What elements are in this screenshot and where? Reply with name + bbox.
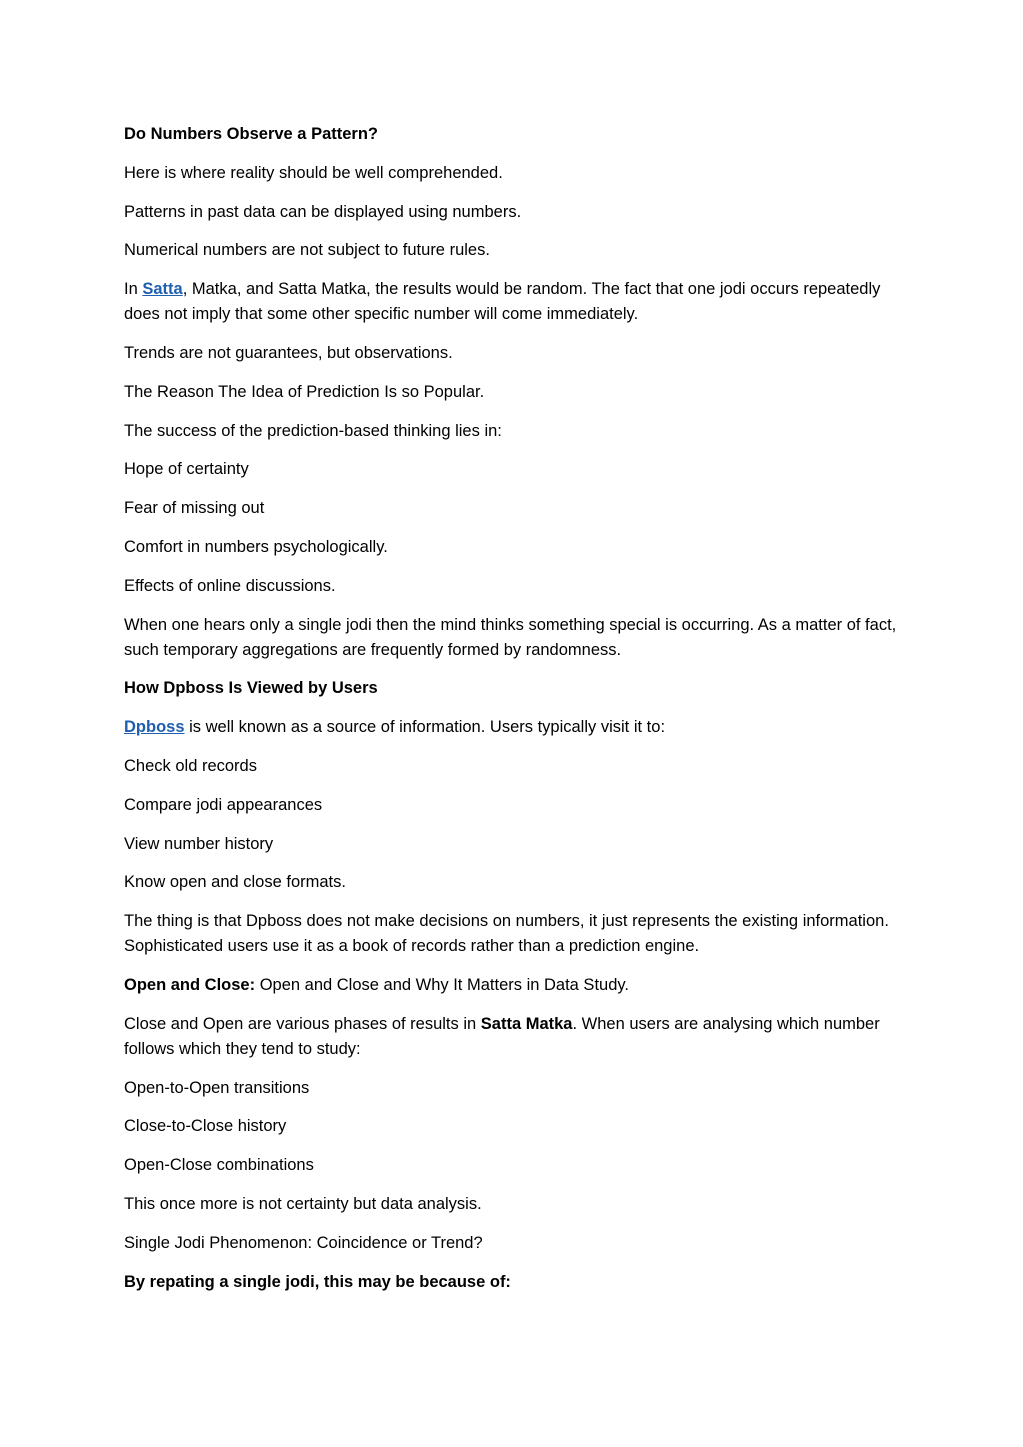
paragraph-text: Open and Close and Why It Matters in Data Study. (255, 975, 629, 994)
dpboss-link[interactable]: Dpboss (124, 718, 185, 737)
satta-link[interactable]: Satta (142, 280, 183, 299)
paragraph-trends: Trends are not guarantees, but observations. (124, 343, 453, 362)
paragraph-data-analysis: This once more is not certainty but data analysis. (124, 1194, 482, 1213)
list-item-effects: Effects of online discussions. (124, 576, 336, 595)
paragraph-text: is well known as a source of information. Users typically visit it to: (184, 718, 666, 737)
paragraph-text: , Matka, and Satta Matka, the results would be random. The fact that one jodi occurs repeatedly does not imply that some other specific number will come immediately. (124, 280, 881, 324)
list-item-comfort: Comfort in numbers psychologically. (124, 537, 388, 556)
paragraph-single-jodi: When one hears only a single jodi then the mind thinks something special is occurring. As a matter of fact, such temporary aggregations are frequently formed by randomness. (124, 615, 897, 659)
paragraph-dpboss-info (124, 715, 914, 740)
paragraph-reality: Here is where reality should be well comprehended. (124, 163, 503, 182)
list-item-view-history: View number history (124, 834, 274, 853)
paragraph-satta-random (124, 277, 914, 327)
paragraph-reason: The Reason The Idea of Prediction Is so Popular. (124, 382, 485, 401)
heading-dpboss-viewed: How Dpboss Is Viewed by Users (124, 679, 378, 698)
list-item-compare-jodi: Compare jodi appearances (124, 795, 323, 814)
paragraph-dpboss-records: The thing is that Dpboss does not make decisions on numbers, it just represents the existing information. Sophisticated users use it as a book of records rather than a prediction engine. (124, 912, 889, 956)
list-item-check-records: Check old records (124, 756, 257, 775)
list-item-fear: Fear of missing out (124, 499, 265, 518)
document-body (124, 122, 914, 1308)
paragraph-text: In (124, 280, 143, 299)
heading-repeating-jodi: By repating a single jodi, this may be because of: (124, 1272, 511, 1291)
paragraph-text: Close and Open are various phases of results in (124, 1014, 481, 1033)
bold-label: Open and Close: (124, 975, 256, 994)
paragraph-numerical: Numerical numbers are not subject to future rules. (124, 241, 490, 260)
paragraph-close-open-phases (124, 1012, 914, 1062)
bold-term: Satta Matka (480, 1014, 573, 1033)
heading-numbers-pattern: Do Numbers Observe a Pattern? (124, 125, 378, 143)
paragraph-open-close (124, 973, 914, 998)
list-item-open-to-open: Open-to-Open transitions (124, 1078, 310, 1097)
list-item-open-close-formats: Know open and close formats. (124, 873, 346, 892)
paragraph-success: The success of the prediction-based thinking lies in: (124, 421, 502, 440)
list-item-hope: Hope of certainty (124, 460, 249, 479)
paragraph-phenomenon: Single Jodi Phenomenon: Coincidence or Trend? (124, 1233, 483, 1252)
list-item-close-to-close: Close-to-Close history (124, 1117, 287, 1136)
paragraph-text: . When users are analysing which number follows which they tend to study: (124, 1014, 880, 1058)
list-item-open-close-combo: Open-Close combinations (124, 1156, 314, 1175)
paragraph-patterns: Patterns in past data can be displayed using numbers. (124, 202, 522, 221)
